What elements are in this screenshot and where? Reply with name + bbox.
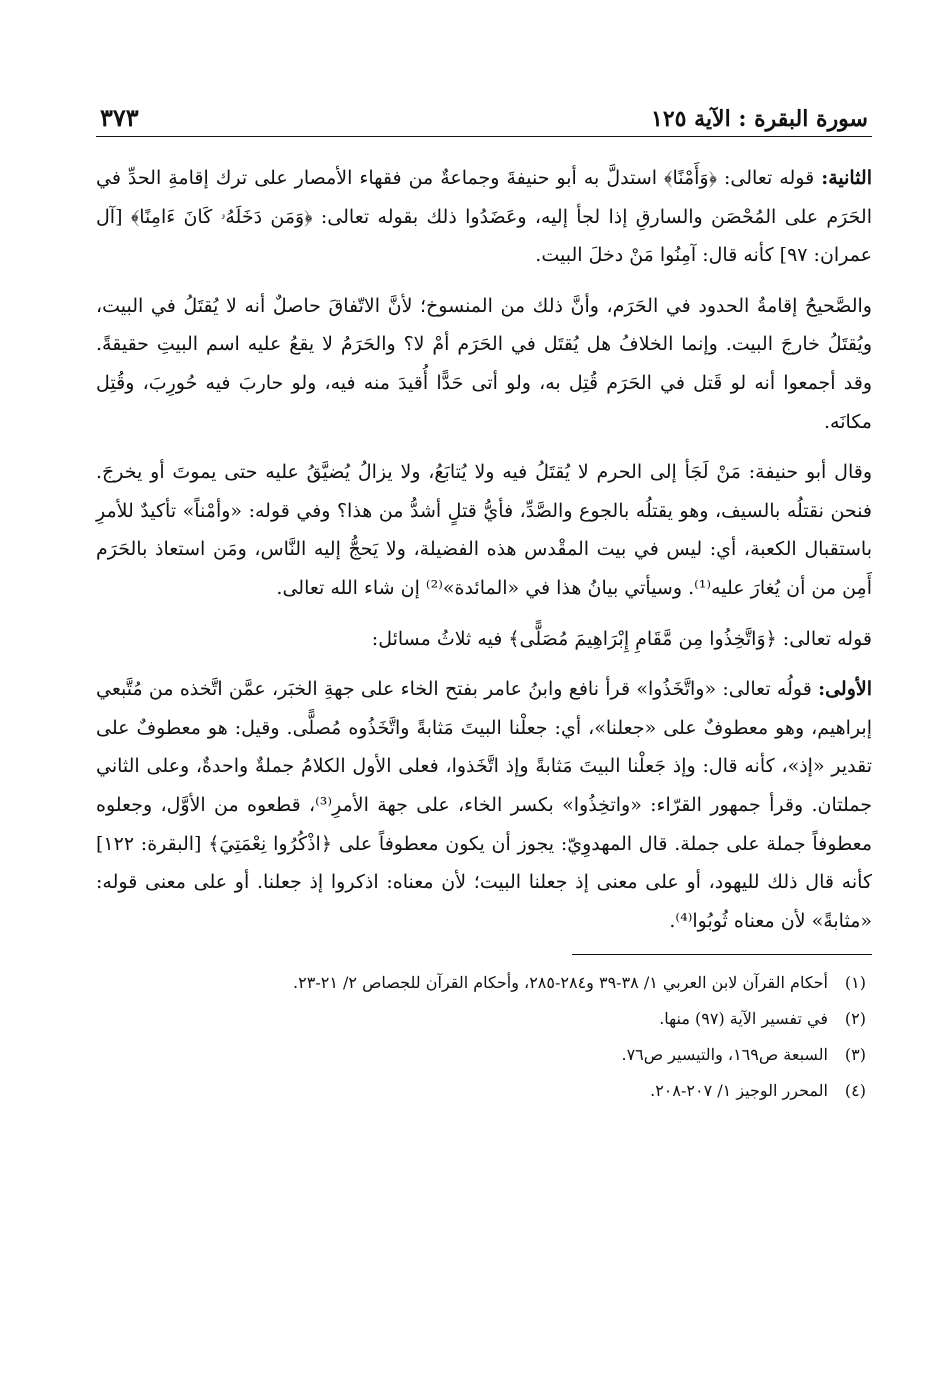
footnote-item (96, 1037, 872, 1073)
running-title: سورة البقرة : الآية ١٢٥ (651, 106, 868, 132)
footnote-item (96, 1001, 872, 1037)
footnote-number: (١) (844, 973, 866, 993)
footnote-item (96, 1073, 872, 1109)
footnote-number: (٤) (844, 1081, 866, 1101)
page-header (96, 92, 872, 137)
paragraph-second-issue (96, 159, 872, 275)
paragraph-text: قوله تعالى: ﴿وَاتَّخِذُوا مِن مَّقَامِ إِبْرَاهِيمَ مُصَلًّى﴾ فيه ثلاثُ مسائل: (371, 627, 872, 650)
page-number: ٣٧٣ (100, 103, 139, 132)
footnote-text: أحكام القرآن لابن العربي ١/ ٣٨-٣٩ و٢٨٤-٢٨٥، وأحكام القرآن للجصاص ٢/ ٢١-٢٣. (293, 973, 828, 993)
paragraph-lead: الأولى: (818, 678, 872, 701)
paragraph-text: وقال أبو حنيفة: مَنْ لَجَأ إلى الحرم لا يُقتَلُ فيه ولا يُتابَعُ، ولا يزالُ يُضيَّقُ عليه حتى يموتَ أو يخرجَ. فنحن نقتلُه بالسيف، وهو يقتلُه بالجوع والصَّدِّ، فأيُّ قتلٍ أشدُّ من هذا؟ وفي قوله: «وأمْناً» تأكيدٌ للأمرِ باستقبال الكعبة، أي: ليس في بيت المقْدس هذه الفضيلة، ولا يَحجُّ إليه النَّاس، ومَن استعاذ بالحَرَم أَمِن من أن يُغارَ عليه⁽¹⁾. وسيأتي بيانُ هذا في «المائدة»⁽²⁾ إن شاء الله تعالى. (96, 461, 872, 599)
footnote-text: في تفسير الآية (٩٧) منها. (659, 1009, 828, 1029)
paragraph-lead: الثانية: (821, 167, 872, 189)
footnote-item (96, 965, 872, 1001)
main-text (96, 159, 872, 940)
paragraph-text: قوله تعالى: ﴿وَأَمْنًا﴾ استدلَّ به أبو حنيفةَ وجماعةٌ من فقهاء الأمصار على ترك إقامةِ الحدِّ في الحَرَم على المُحْصَن والسارقِ إذا لجأ إليه، وعَضَدُوا ذلك بقوله تعالى: ﴿وَمَن دَخَلَهُۥ كَانَ ءَامِنًا﴾ [آل عمران: ٩٧] كأنه قال: آمِنُوا مَنْ دخلَ البيت. (96, 167, 872, 267)
paragraph-text: قولُه تعالى: «واتَّخَذُوا» قرأ نافع وابنُ عامر بفتح الخاء على جهةِ الخبَر، عمَّن اتَّخذه من مُتَّبعي إبراهيم، وهو معطوفٌ على «جعلنا»، أي: جعلْنا البيتَ مَثابةً واتَّخَذُوه مُصلًّى. وقيل: هو معطوفٌ على تقدير «إذ»، كأنه قال: وإذ جَعلْنا البيتَ مَثابةً وإذ اتَّخَذوا، فعلى الأول الكلامُ جملةٌ واحدةٌ، وعلى الثاني جملتان. وقرأ جمهور القرّاء: «واتخِذُوا» بكسر الخاء، على جهة الأمرِ⁽³⁾، قطعوه من الأوَّل، وجعلوه معطوفاً جملة على جملة. قال المهدوِيّ: يجوز أن يكون معطوفاً على ﴿اذْكُرُوا نِعْمَتِيَ﴾ [البقرة: ١٢٢] كأنه قال ذلك لليهود، أو على معنى إذ جعلنا البيت؛ لأن معناه: اذكروا إذ جعلنا. أو على معنى قوله: «مثابةً» لأن معناه ثُوبُوا⁽⁴⁾. (96, 678, 872, 932)
footnote-number: (٣) (844, 1045, 866, 1065)
footnote-text: المحرر الوجيز ١/ ٢٠٧-٢٠٨. (650, 1081, 828, 1101)
footnotes (96, 965, 872, 1109)
footnote-number: (٢) (844, 1009, 866, 1029)
paragraph-verse-intro (96, 620, 872, 659)
paragraph-correct-view (96, 287, 872, 441)
paragraph-first-issue (96, 670, 872, 940)
paragraph-abu-hanifa (96, 453, 872, 607)
footnote-text: السبعة ص١٦٩، والتيسير ص٧٦. (621, 1045, 828, 1065)
footnote-separator (572, 954, 872, 955)
paragraph-text: والصَّحيحُ إقامةُ الحدود في الحَرَم، وأنَّ ذلك من المنسوخ؛ لأنَّ الاتّفاقَ حاصلٌ أنه لا يُقتَلُ في البيت، ويُقتَلُ خارجَ البيت. وإنما الخلافُ هل يُقتَل في الحَرَم أمْ لا؟ والحَرَمُ لا يقعُ عليه اسم البيتِ حقيقةً. وقد أجمعوا أنه لو قَتل في الحَرَم قُتِل به، ولو أتى حَدًّا أُقيدَ منه فيه، ولو حاربَ فيه حُورِبَ، وقُتِل مكانَه. (96, 294, 872, 433)
